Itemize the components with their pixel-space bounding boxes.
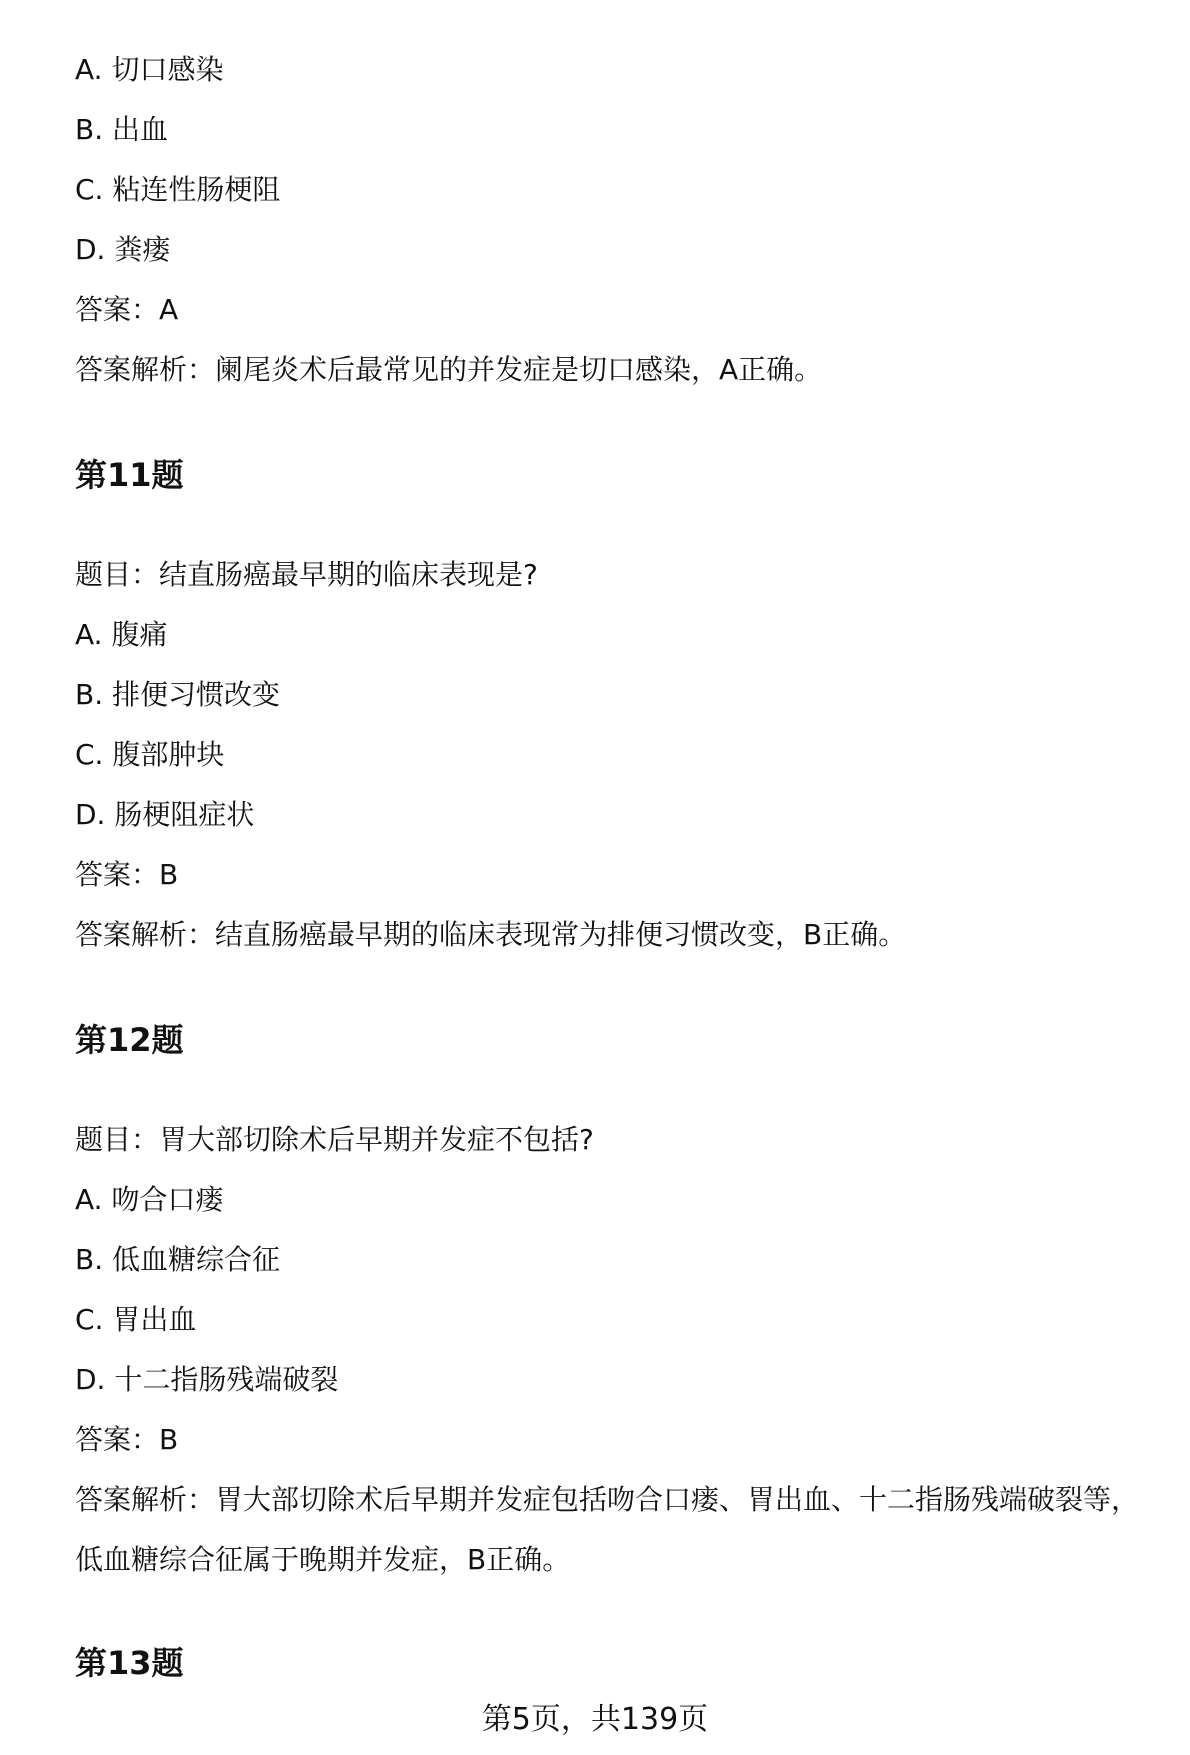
q10-option-c: C. 粘连性肠梗阻 bbox=[75, 173, 281, 206]
q11-option-c: C. 腹部肿块 bbox=[75, 738, 225, 771]
q12-option-c: C. 胃出血 bbox=[75, 1303, 197, 1336]
q12-heading: 第12题 bbox=[75, 1021, 184, 1059]
q10-answer: 答案：A bbox=[75, 293, 179, 326]
q10-explanation: 答案解析：阑尾炎术后最常见的并发症是切口感染，A正确。 bbox=[75, 353, 823, 386]
q11-explanation: 答案解析：结直肠癌最早期的临床表现常为排便习惯改变，B正确。 bbox=[75, 918, 907, 951]
q11-question: 题目：结直肠癌最早期的临床表现是? bbox=[75, 558, 538, 591]
q12-explanation: 答案解析：胃大部切除术后早期并发症包括吻合口瘘、胃出血、十二指肠残端破裂等，低血糖综合征属于晚期并发症，B正确。 bbox=[75, 1483, 1140, 1576]
q11-heading: 第11题 bbox=[75, 456, 184, 494]
q11-option-b: B. 排便习惯改变 bbox=[75, 678, 281, 711]
q10-option-b: B. 出血 bbox=[75, 113, 169, 146]
q10-option-a: A. 切口感染 bbox=[75, 53, 224, 86]
q13-heading: 第13题 bbox=[75, 1644, 184, 1682]
q11-answer: 答案：B bbox=[75, 858, 179, 891]
q12-question: 题目：胃大部切除术后早期并发症不包括? bbox=[75, 1123, 594, 1156]
q12-option-d: D. 十二指肠残端破裂 bbox=[75, 1363, 339, 1396]
q10-option-d: D. 粪瘘 bbox=[75, 233, 171, 266]
q11-option-a: A. 腹痛 bbox=[75, 618, 168, 651]
q12-option-a: A. 吻合口瘘 bbox=[75, 1183, 224, 1216]
q12-answer: 答案：B bbox=[75, 1423, 179, 1456]
page-indicator: 第5页，共139页 bbox=[481, 1702, 709, 1737]
q11-option-d: D. 肠梗阻症状 bbox=[75, 798, 255, 831]
q12-option-b: B. 低血糖综合征 bbox=[75, 1243, 281, 1276]
